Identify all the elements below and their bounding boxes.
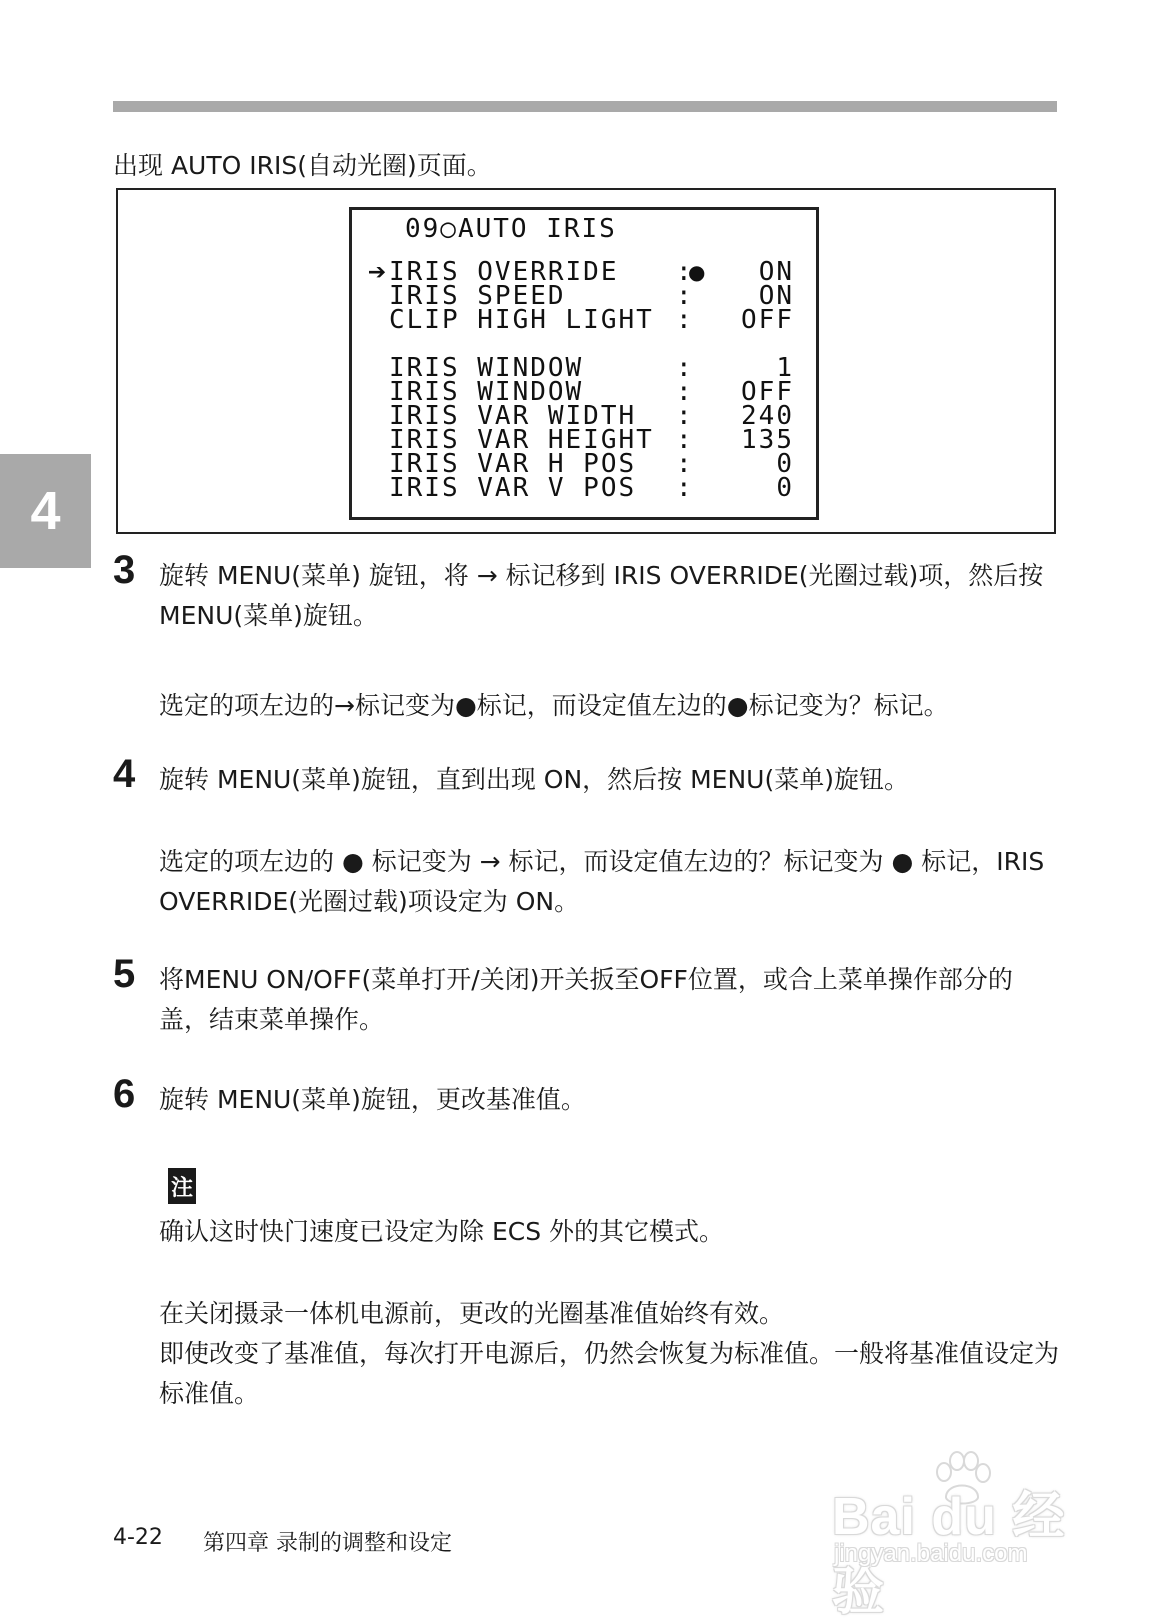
menu-item-mark-icon: ● [688, 260, 706, 284]
menu-item-colon: : [676, 353, 692, 383]
menu-item-value: 0 [776, 473, 794, 503]
step-text: 将MENU ON/OFF(菜单打开/关闭)开关扳至OFF位置，或合上菜单操作部分的盖，结束菜单操作。 [159, 965, 1013, 1034]
step-text: 旋转 MENU(菜单) 旋钮，将 → 标记移到 IRIS OVERRIDE(光圈过载)项，然后按 MENU(菜单)旋钮。 [159, 561, 1044, 630]
menu-item-colon: : [676, 377, 692, 407]
menu-row[interactable] [352, 305, 816, 335]
menu-item-colon: : [676, 257, 692, 287]
step-4-detail: 选定的项左边的 ● 标记变为 → 标记，而设定值左边的？标记变为 ● 标记，IRIS OVERRIDE(光圈过载)项设定为 ON。 [159, 847, 1045, 916]
footer-page-number: 4-22 [113, 1525, 163, 1550]
menu-item-colon: : [676, 401, 692, 431]
menu-item-value: 240 [741, 401, 794, 431]
menu-item-label: IRIS WINDOW [389, 377, 584, 407]
menu-item-value: OFF [741, 377, 794, 407]
step-text: 旋转 MENU(菜单)旋钮，更改基准值。 [159, 1085, 586, 1114]
step-number: 5 [113, 952, 136, 996]
menu-item-label: IRIS VAR HEIGHT [389, 425, 654, 455]
menu-row[interactable] [352, 473, 816, 503]
note-paragraph-2: 在关闭摄录一体机电源前，更改的光圈基准值始终有效。 [159, 1299, 785, 1328]
step-text: 旋转 MENU(菜单)旋钮，直到出现 ON，然后按 MENU(菜单)旋钮。 [159, 765, 909, 794]
menu-item-value: ON [758, 281, 794, 311]
menu-item-label: CLIP HIGH LIGHT [389, 305, 654, 335]
menu-title: 09○AUTO IRIS [405, 214, 617, 244]
menu-item-colon: : [676, 281, 692, 311]
menu-item-value: 1 [776, 353, 794, 383]
note-badge: 注 [168, 1168, 196, 1204]
chapter-tab: 4 [0, 454, 91, 568]
auto-iris-menu-screen [349, 207, 819, 520]
note-line-1: 确认这时快门速度已设定为除 ECS 外的其它模式。 [159, 1217, 725, 1246]
watermark-url: jingyan.baidu.com [834, 1540, 1028, 1567]
note-paragraph-3: 即使改变了基准值，每次打开电源后，仍然会恢复为标准值。一般将基准值设定为标准值。 [159, 1339, 1060, 1408]
menu-cursor-icon: ➔ [367, 260, 387, 285]
menu-item-value: 135 [741, 425, 794, 455]
step-number: 4 [113, 752, 136, 796]
menu-item-value: OFF [741, 305, 794, 335]
menu-item-label: IRIS OVERRIDE [389, 257, 619, 287]
intro-text: 出现 AUTO IRIS(自动光圈)页面。 [113, 151, 492, 180]
step-3-detail: 选定的项左边的→标记变为●标记，而设定值左边的●标记变为？标记。 [159, 691, 949, 720]
menu-item-colon: : [676, 473, 692, 503]
footer-chapter-title: 第四章 录制的调整和设定 [203, 1531, 452, 1556]
menu-item-value: ON [758, 257, 794, 287]
baidu-jingyan-watermark [826, 1460, 1096, 1621]
menu-item-label: IRIS VAR V POS [389, 473, 637, 503]
step-number: 6 [113, 1072, 136, 1116]
menu-item-colon: : [676, 449, 692, 479]
menu-item-label: IRIS VAR WIDTH [389, 401, 637, 431]
step-number: 3 [113, 548, 136, 592]
menu-item-label: IRIS SPEED [389, 281, 566, 311]
menu-item-colon: : [676, 305, 692, 335]
menu-item-label: IRIS WINDOW [389, 353, 584, 383]
menu-item-label: IRIS VAR H POS [389, 449, 637, 479]
top-rule [113, 101, 1057, 112]
watermark-brand: Bai du 经验 [832, 1488, 1066, 1621]
menu-item-colon: : [676, 425, 692, 455]
menu-item-value: 0 [776, 449, 794, 479]
